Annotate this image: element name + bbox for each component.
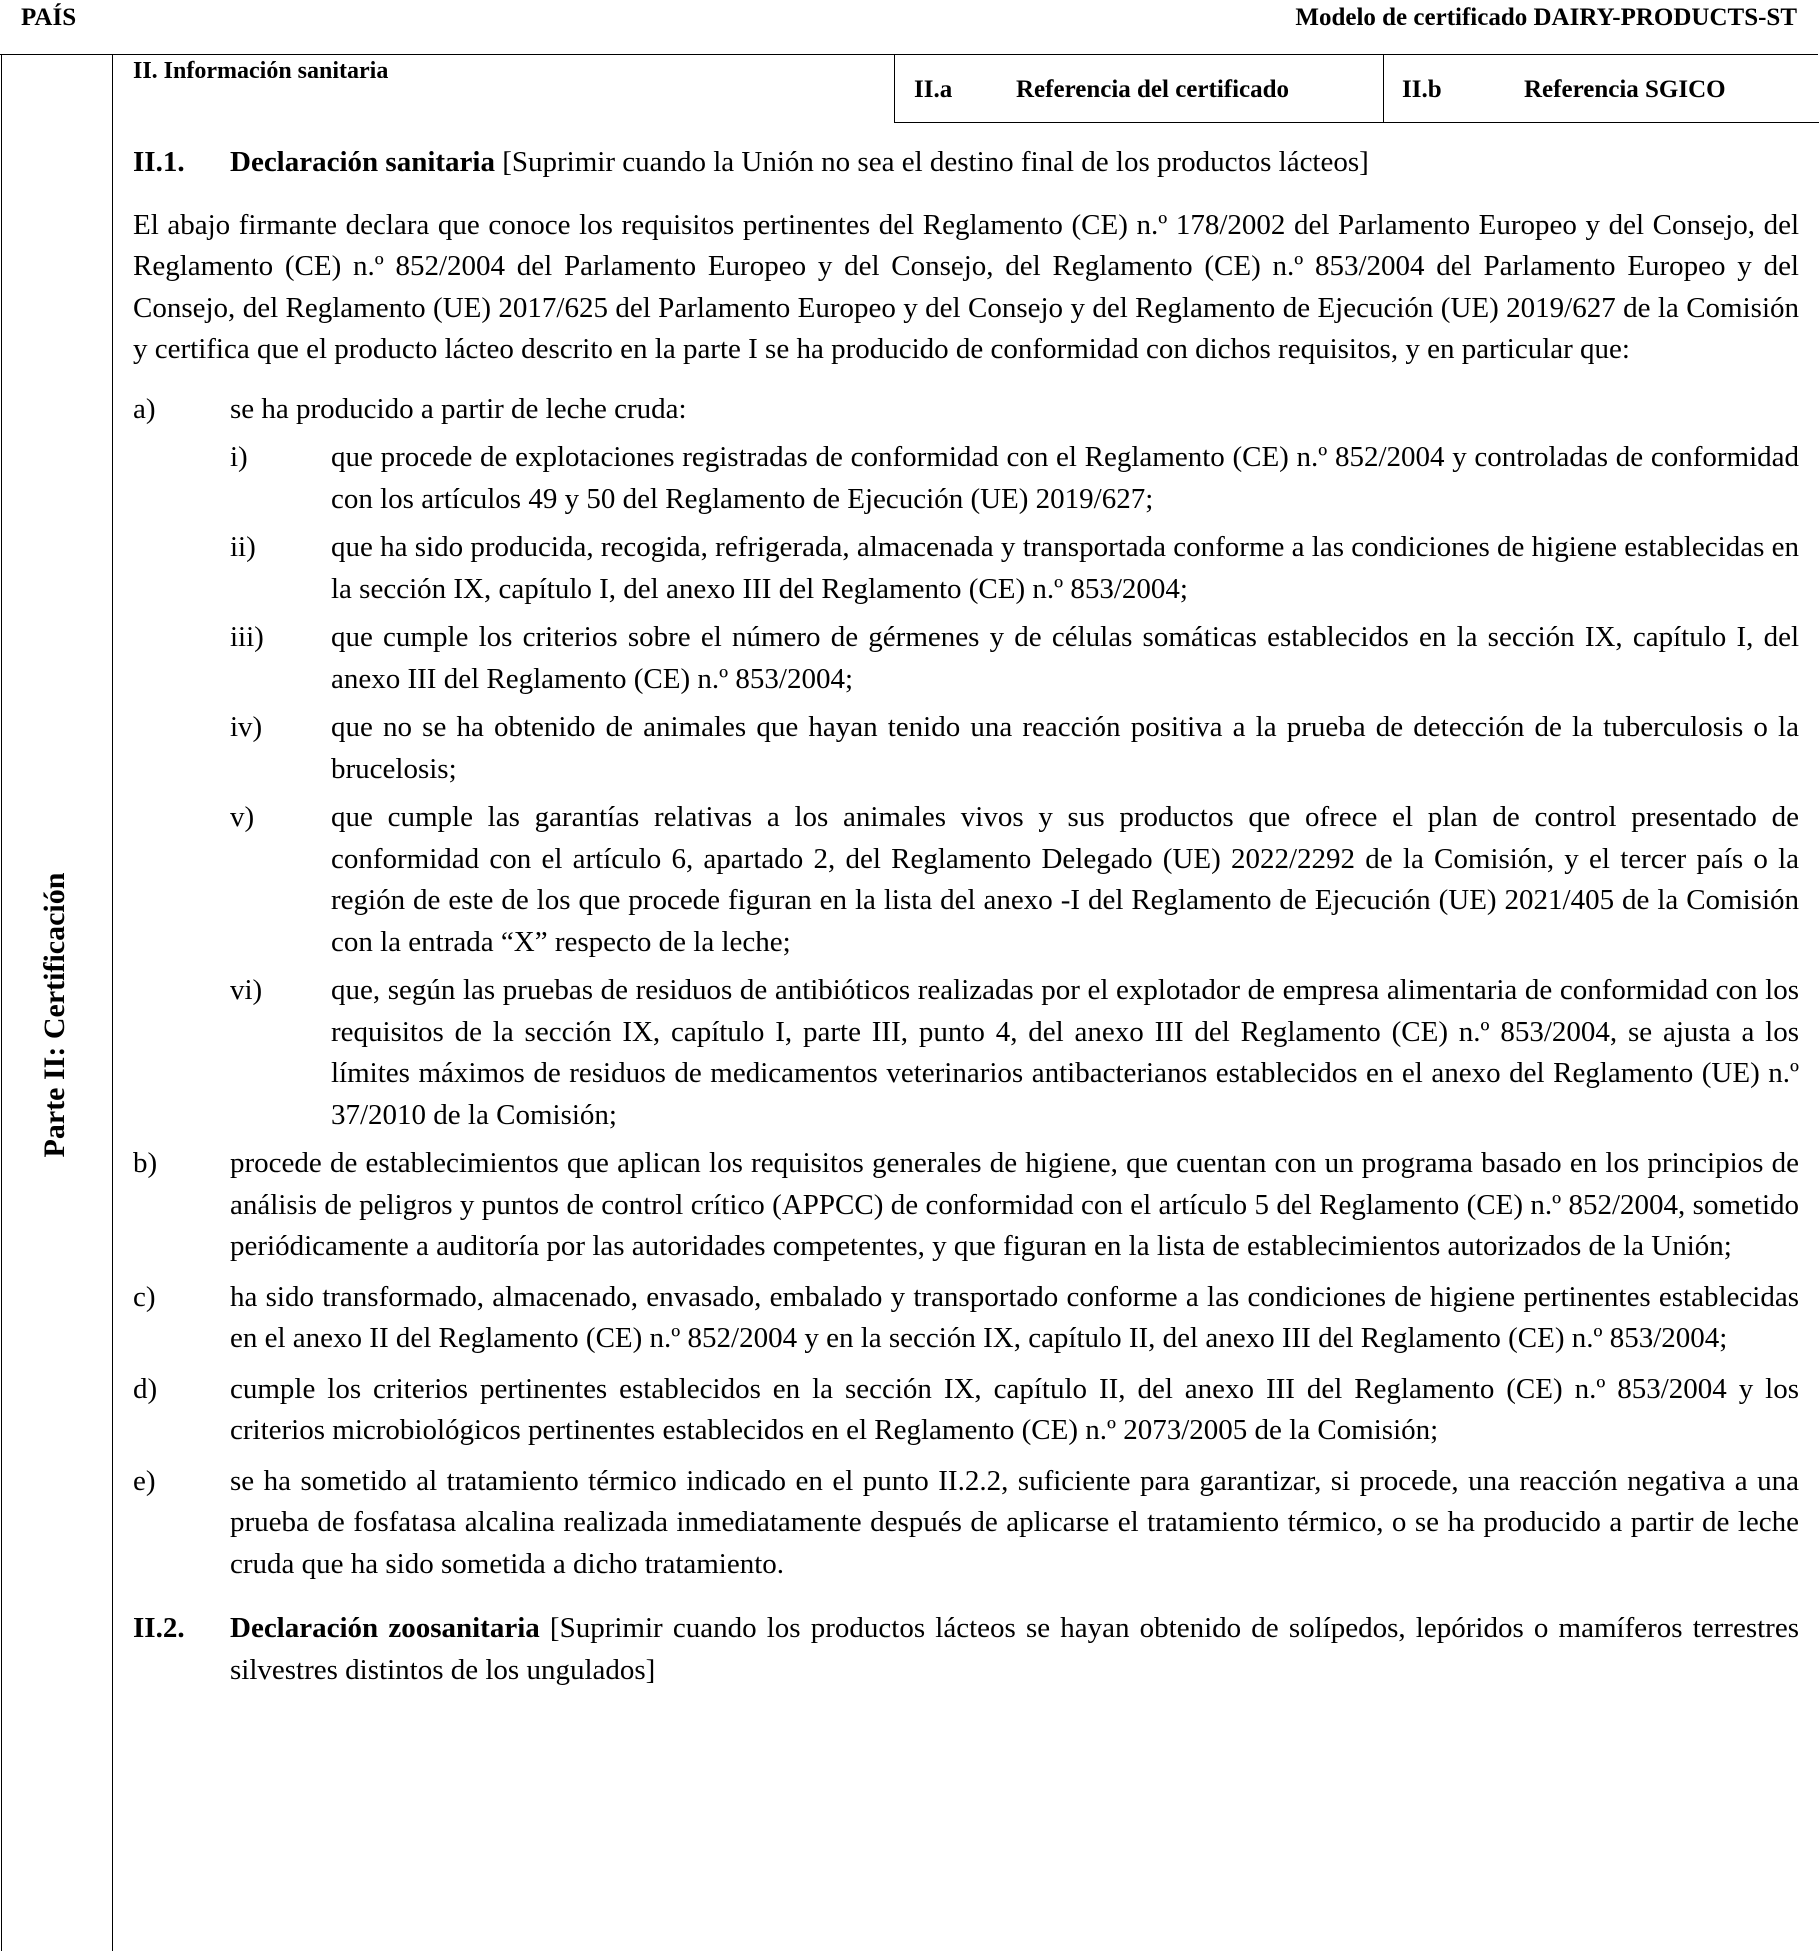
sub-item-text: que, según las pruebas de residuos de antibióticos realizadas por el explotador de empresa alimentaria de conformidad con los requisitos de la sección IX, capítulo I, parte III, punto 4, del anexo III del Reglamento (CE) n.º 853/2004, se ajusta a los límites máximos de residuos de medicamentos veterinarios antibacterianos establecidos en el anexo del Reglamento (UE) n.º 37/2010 de la Comisión; [331, 974, 1799, 1131]
item-text: cumple los criterios pertinentes establecidos en la sección IX, capítulo II, del anexo III del Reglamento (CE) n.º 853/2004 y los criterios microbiológicos pertinentes establecidos en el Reglamento (CE) n.º 2073/2005 de la Comisión; [230, 1372, 1799, 1446]
heading-text [230, 1608, 1799, 1691]
sub-item-i [133, 437, 1799, 520]
sub-item-text: que no se ha obtenido de animales que hayan tenido una reacción positiva a la prueba de detección de la tuberculosis o la brucelosis; [331, 711, 1799, 785]
heading-ii2 [133, 1608, 1799, 1691]
item-text: se ha sometido al tratamiento térmico indicado en el punto II.2.2, suficiente para garantizar, si procede, una reacción negativa a una prueba de fosfatasa alcalina realizada inmediatamente después de aplicarse el tratamiento térmico, o se ha producido a partir de leche cruda que ha sido sometida a dicho tratamiento. [230, 1464, 1799, 1580]
item-label: e) [133, 1464, 156, 1497]
item-label: c) [133, 1280, 156, 1313]
side-column-divider [112, 54, 113, 1951]
ref-a-code: II.a [914, 76, 953, 103]
certificate-model-title: Modelo de certificado DAIRY-PRODUCTS-ST [1295, 4, 1797, 31]
heading-note: [Suprimir cuando la Unión no sea el destino final de los productos lácteos] [494, 146, 1369, 178]
sub-item-ii [133, 527, 1799, 610]
heading-number: II.2. [133, 1612, 185, 1644]
item-text: procede de establecimientos que aplican los requisitos generales de higiene, que cuentan con un programa basado en los principios de análisis de peligros y puntos de control crítico (APPCC) de conformidad con el artículo 5 del Reglamento (CE) n.º 852/2004, sometido periódicamente a auditoría por las autoridades competentes, y que figuran en la lista de establecimientos autorizados de la Unión; [230, 1147, 1799, 1262]
heading-text [230, 142, 1799, 184]
sub-item-text: que cumple los criterios sobre el número de gérmenes y de células somáticas establecidos en la sección IX, capítulo I, del anexo III del Reglamento (CE) n.º 853/2004; [331, 621, 1799, 695]
list-item-c [133, 1277, 1799, 1360]
list-item-b [133, 1143, 1799, 1268]
sub-item-label: ii) [230, 531, 256, 563]
ref-a-label: Referencia del certificado [1016, 76, 1290, 103]
heading-note: [Suprimir cuando los productos lácteos se hayan obtenido de solípedos, lepóridos o mamíferos terrestres silvestres distintos de los ungulados] [230, 1612, 1799, 1686]
sub-item-iii [133, 617, 1799, 700]
item-label: b) [133, 1147, 158, 1179]
ref-b-label: Referencia SGICO [1524, 76, 1726, 103]
heading-title: Declaración sanitaria [230, 146, 495, 178]
part-ii-side-label: Parte II: Certificación [38, 872, 71, 1158]
frame-left-border [1, 54, 2, 1951]
sub-item-label: iii) [230, 621, 264, 653]
item-label: a) [133, 392, 156, 425]
sub-item-text: que ha sido producida, recogida, refrigerada, almacenada y transportada conforme a las condiciones de higiene establecidas en la sección IX, capítulo I, del anexo III del Reglamento (CE) n.º 853/2004; [331, 531, 1799, 605]
intro-paragraph: El abajo firmante declara que conoce los requisitos pertinentes del Reglamento (CE) n.º 178/2002 del Parlamento Europeo y del Consejo, del Reglamento (CE) n.º 852/2004 del Parlamento Europeo y del Consejo, del Reglamento (CE) n.º 853/2004 del Parlamento Europeo y del Consejo, del Reglamento (UE) 2017/625 del Parlamento Europeo y del Consejo y del Reglamento de Ejecución (UE) 2019/627 de la Comisión y certifica que el producto lácteo descrito en la parte I se ha producido de conformidad con dichos requisitos, y en particular que: [133, 208, 1799, 365]
item-text: ha sido transformado, almacenado, envasado, embalado y transportado conforme a las condiciones de higiene pertinentes establecidas en el anexo II del Reglamento (CE) n.º 852/2004 y en la sección IX, capítulo II, del anexo III del Reglamento (CE) n.º 853/2004; [230, 1280, 1799, 1354]
side-label-box [20, 835, 90, 1195]
heading-title: Declaración zoosanitaria [230, 1612, 540, 1644]
certificate-body [133, 142, 1799, 1691]
country-label: PAÍS [21, 4, 77, 31]
sub-item-text: que cumple las garantías relativas a los animales vivos y sus productos que ofrece el plan de control presentado de conformidad con el artículo 6, apartado 2, del Reglamento Delegado (UE) 2022/2292 de la Comisión, y el tercer país o la región de este de los que procede figuran en la lista del anexo -I del Reglamento de Ejecución (UE) 2021/405 de la Comisión con la entrada “X” respecto de la leche; [331, 801, 1799, 958]
sub-item-vi [133, 970, 1799, 1136]
item-text: se ha producido a partir de leche cruda: [230, 392, 687, 425]
sub-item-label: i) [230, 441, 248, 473]
list-item-a [133, 389, 1799, 431]
sub-item-label: iv) [230, 711, 263, 743]
heading-number: II.1. [133, 146, 185, 178]
sub-item-iv [133, 707, 1799, 790]
list-item-e [133, 1461, 1799, 1586]
ref-b-code: II.b [1402, 76, 1442, 103]
list-item-d [133, 1369, 1799, 1452]
sub-item-label: v) [230, 801, 255, 833]
sub-item-text: que procede de explotaciones registradas de conformidad con el Reglamento (CE) n.º 852/2004 y controladas de conformidad con los artículos 49 y 50 del Reglamento de Ejecución (UE) 2019/627; [331, 441, 1799, 515]
sub-item-label: vi) [230, 974, 263, 1006]
section-title: II. Información sanitaria [133, 58, 389, 84]
item-label: d) [133, 1372, 158, 1405]
heading-ii1 [133, 142, 1799, 184]
reference-divider [1383, 54, 1384, 122]
sub-item-v [133, 797, 1799, 963]
